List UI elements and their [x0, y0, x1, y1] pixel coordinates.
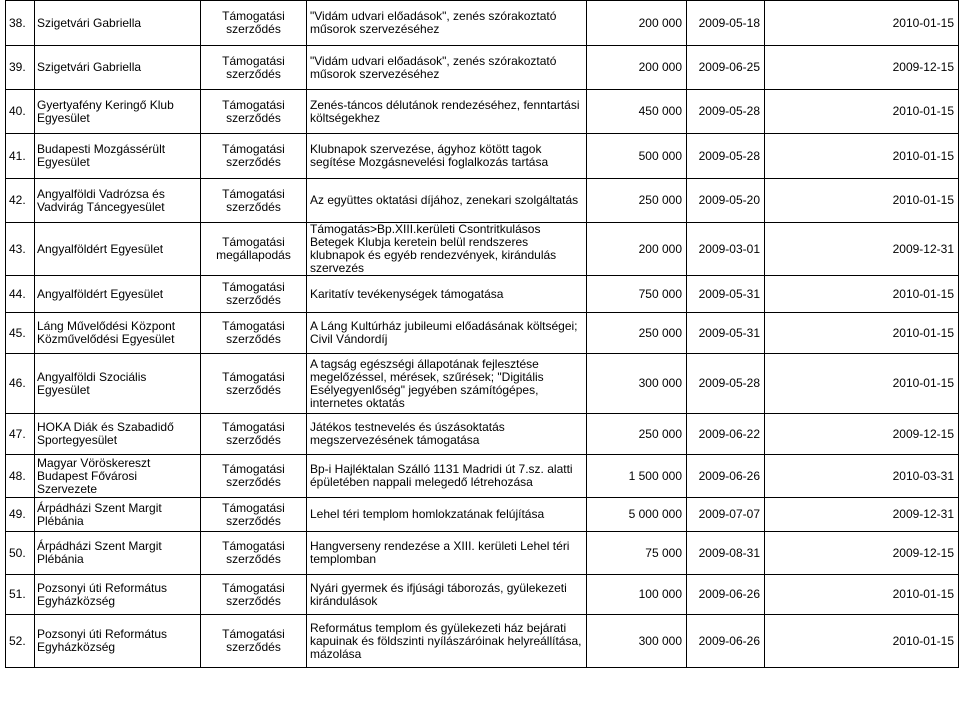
start-date: 2009-08-31 [687, 532, 765, 575]
grant-purpose: Karitatív tevékenységek támogatása [307, 276, 587, 313]
agreement-type: Támogatási szerződés [201, 532, 307, 575]
agreement-type: Támogatási szerződés [201, 615, 307, 668]
row-number: 38. [6, 1, 35, 46]
end-date: 2010-01-15 [765, 354, 959, 414]
grant-amount: 75 000 [587, 532, 687, 575]
organization-name: Szigetvári Gabriella [35, 46, 201, 90]
row-number: 44. [6, 276, 35, 313]
end-date: 2009-12-15 [765, 46, 959, 90]
start-date: 2009-06-26 [687, 615, 765, 668]
table-row [6, 354, 959, 414]
agreement-type: Támogatási szerződés [201, 46, 307, 90]
table-row [6, 532, 959, 575]
table-row [6, 1, 959, 46]
organization-name: Szigetvári Gabriella [35, 1, 201, 46]
end-date: 2010-01-15 [765, 276, 959, 313]
agreement-type: Támogatási szerződés [201, 498, 307, 532]
row-number: 39. [6, 46, 35, 90]
grant-amount: 250 000 [587, 414, 687, 455]
agreement-type: Támogatási szerződés [201, 179, 307, 223]
grant-amount: 300 000 [587, 354, 687, 414]
end-date: 2010-01-15 [765, 179, 959, 223]
agreement-type: Támogatási szerződés [201, 276, 307, 313]
grant-amount: 5 000 000 [587, 498, 687, 532]
agreement-type: Támogatási szerződés [201, 575, 307, 615]
grants-table [5, 0, 959, 668]
start-date: 2009-05-28 [687, 134, 765, 179]
end-date: 2010-01-15 [765, 313, 959, 354]
grant-purpose: Támogatás>Bp.XIII.kerületi Csontritkulásos Betegek Klubja keretein belül rendszeres klubnapok és egyéb rendezvények, kirándulás szervezés [307, 223, 587, 276]
grant-amount: 500 000 [587, 134, 687, 179]
agreement-type: Támogatási szerződés [201, 455, 307, 498]
organization-name: Angyalföldért Egyesület [35, 223, 201, 276]
end-date: 2009-12-15 [765, 532, 959, 575]
start-date: 2009-06-26 [687, 455, 765, 498]
table-row [6, 615, 959, 668]
grant-purpose: Lehel téri templom homlokzatának felújítása [307, 498, 587, 532]
organization-name: Magyar Vöröskereszt Budapest Fővárosi Szervezete [35, 455, 201, 498]
organization-name: HOKA Diák és Szabadidő Sportegyesület [35, 414, 201, 455]
row-number: 45. [6, 313, 35, 354]
row-number: 42. [6, 179, 35, 223]
organization-name: Angyalföldi Szociális Egyesület [35, 354, 201, 414]
table-row [6, 90, 959, 134]
grant-amount: 750 000 [587, 276, 687, 313]
grant-amount: 450 000 [587, 90, 687, 134]
agreement-type: Támogatási szerződés [201, 90, 307, 134]
grant-purpose: A Láng Kultúrház jubileumi előadásának költségei; Civil Vándordíj [307, 313, 587, 354]
table-row [6, 223, 959, 276]
grant-amount: 250 000 [587, 179, 687, 223]
grant-purpose: Nyári gyermek és ifjúsági táborozás, gyülekezeti kirándulások [307, 575, 587, 615]
end-date: 2010-01-15 [765, 575, 959, 615]
organization-name: Gyertyafény Keringő Klub Egyesület [35, 90, 201, 134]
organization-name: Láng Művelődési Központ Közművelődési Egyesület [35, 313, 201, 354]
organization-name: Budapesti Mozgássérült Egyesület [35, 134, 201, 179]
end-date: 2010-01-15 [765, 134, 959, 179]
table-body [6, 1, 959, 668]
start-date: 2009-05-31 [687, 313, 765, 354]
grant-amount: 1 500 000 [587, 455, 687, 498]
agreement-type: Támogatási szerződés [201, 313, 307, 354]
start-date: 2009-06-25 [687, 46, 765, 90]
start-date: 2009-05-18 [687, 1, 765, 46]
grant-purpose: Református templom és gyülekezeti ház bejárati kapuinak és földszinti nyílászáróinak helyreállítása, mázolása [307, 615, 587, 668]
grant-purpose: "Vidám udvari előadások", zenés szórakoztató műsorok szervezéséhez [307, 1, 587, 46]
start-date: 2009-06-26 [687, 575, 765, 615]
grant-purpose: A tagság egészségi állapotának fejlesztése megelőzéssel, mérések, szűrések; "Digitális Esélyegyenlőség" jegyében számítógépes, internetes oktatás [307, 354, 587, 414]
start-date: 2009-07-07 [687, 498, 765, 532]
row-number: 50. [6, 532, 35, 575]
grant-amount: 200 000 [587, 1, 687, 46]
row-number: 46. [6, 354, 35, 414]
grant-amount: 200 000 [587, 223, 687, 276]
agreement-type: Támogatási szerződés [201, 1, 307, 46]
end-date: 2009-12-31 [765, 223, 959, 276]
start-date: 2009-05-28 [687, 90, 765, 134]
row-number: 41. [6, 134, 35, 179]
grant-purpose: Játékos testnevelés és úszásoktatás megszervezésének támogatása [307, 414, 587, 455]
organization-name: Pozsonyi úti Református Egyházközség [35, 615, 201, 668]
grant-purpose: Hangverseny rendezése a XIII. kerületi Lehel téri templomban [307, 532, 587, 575]
grant-purpose: Klubnapok szervezése, ágyhoz kötött tagok segítése Mozgásnevelési foglalkozás tartása [307, 134, 587, 179]
row-number: 43. [6, 223, 35, 276]
table-row [6, 313, 959, 354]
agreement-type: Támogatási szerződés [201, 134, 307, 179]
table-row [6, 179, 959, 223]
grant-amount: 300 000 [587, 615, 687, 668]
grant-purpose: Az együttes oktatási díjához, zenekari szolgáltatás [307, 179, 587, 223]
end-date: 2010-03-31 [765, 455, 959, 498]
end-date: 2010-01-15 [765, 90, 959, 134]
start-date: 2009-06-22 [687, 414, 765, 455]
row-number: 49. [6, 498, 35, 532]
start-date: 2009-03-01 [687, 223, 765, 276]
table-row [6, 46, 959, 90]
table-row [6, 134, 959, 179]
organization-name: Pozsonyi úti Református Egyházközség [35, 575, 201, 615]
grant-amount: 250 000 [587, 313, 687, 354]
row-number: 51. [6, 575, 35, 615]
grant-purpose: "Vidám udvari előadások", zenés szórakoztató műsorok szervezéséhez [307, 46, 587, 90]
agreement-type: Támogatási megállapodás [201, 223, 307, 276]
agreement-type: Támogatási szerződés [201, 414, 307, 455]
grant-amount: 200 000 [587, 46, 687, 90]
grant-purpose: Bp-i Hajléktalan Szálló 1131 Madridi út 7.sz. alatti épületében nappali melegedő létrehozása [307, 455, 587, 498]
row-number: 40. [6, 90, 35, 134]
end-date: 2010-01-15 [765, 615, 959, 668]
end-date: 2010-01-15 [765, 1, 959, 46]
start-date: 2009-05-31 [687, 276, 765, 313]
table-row [6, 498, 959, 532]
start-date: 2009-05-20 [687, 179, 765, 223]
table-row [6, 276, 959, 313]
end-date: 2009-12-31 [765, 498, 959, 532]
organization-name: Árpádházi Szent Margit Plébánia [35, 532, 201, 575]
table-row [6, 575, 959, 615]
organization-name: Angyalföldért Egyesület [35, 276, 201, 313]
row-number: 47. [6, 414, 35, 455]
end-date: 2009-12-15 [765, 414, 959, 455]
row-number: 48. [6, 455, 35, 498]
row-number: 52. [6, 615, 35, 668]
start-date: 2009-05-28 [687, 354, 765, 414]
grant-amount: 100 000 [587, 575, 687, 615]
organization-name: Árpádházi Szent Margit Plébánia [35, 498, 201, 532]
agreement-type: Támogatási szerződés [201, 354, 307, 414]
table-row [6, 455, 959, 498]
grant-purpose: Zenés-táncos délutánok rendezéséhez, fenntartási költségekhez [307, 90, 587, 134]
organization-name: Angyalföldi Vadrózsa és Vadvirág Táncegyesület [35, 179, 201, 223]
table-row [6, 414, 959, 455]
